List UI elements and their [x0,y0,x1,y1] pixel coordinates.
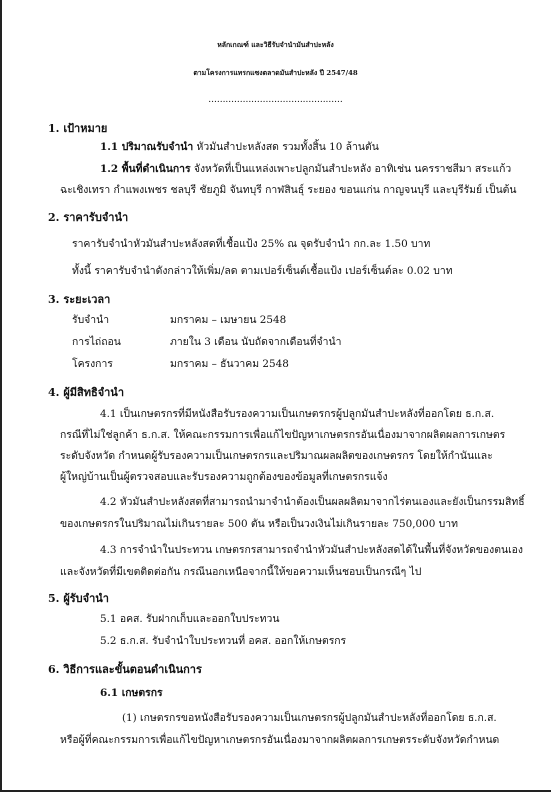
section-6-1-item1-line: หรือผู้ที่คณะกรรมการเพื่อแก้ไขปัญหาเกษตรกรอันเนื่องมาจากผลิตผลการเกษตรระดับจังหวัดกำหนด [60,734,500,746]
section-6-1-item1-line: (1) เกษตรกรขอหนังสือรับรองความเป็นเกษตรกรผู้ปลูกมันสำปะหลังที่ออกโดย ธ.ก.ส. [122,712,497,724]
period-row-label: การไถ่ถอน [72,336,121,348]
section-4-1-line: 4.1 เป็นเกษตรกรที่มีหนังสือรับรองความเป็นเกษตรกรผู้ปลูกมันสำปะหลังที่ออกโดย ธ.ก.ส. [100,408,495,420]
period-row-value: มกราคม – ธันวาคม 2548 [170,358,289,370]
section-5-heading: 5. ผู้รับจำนำ [48,592,109,605]
section-4-1-line: ระดับจังหวัด กำหนดผู้รับรองความเป็นเกษตรกรและปริมาณผลผลิตของเกษตรกร โดยให้กำนันและ [60,450,493,462]
period-row-label: รับจำนำ [72,314,110,326]
section-4-1-line: กรณีที่ไม่ใช่ลูกค้า ธ.ก.ส. ให้คณะกรรมการเพื่อแก้ไขปัญหาเกษตรกรอันเนื่องมาจากผลิตผลการเกษตร [60,429,506,441]
section-1-heading: 1. เป้าหมาย [48,122,108,135]
document-title-line1: หลักเกณฑ์ และวิธีรับจำนำมันสำปะหลัง [217,41,334,49]
section-2-line2: ทั้งนี้ ราคารับจำนำดังกล่าวให้เพิ่ม/ลด ตามเปอร์เซ็นต์เชื้อแป้ง เปอร์เซ็นต์ละ 0.02 บาท [72,265,453,277]
page-left-edge [0,0,2,792]
section-5-2: 5.2 ธ.ก.ส. รับจำนำใบประทวนที่ อคส. ออกให้เกษตรกร [100,635,347,647]
section-1-1-text: หัวมันสำปะหลังสด รวมทั้งสิ้น 10 ล้านตัน [193,141,379,153]
section-4-3-line: 4.3 การจำนำในประทวน เกษตรกรสามารถจำนำหัวมันสำปะหลังสดได้ในพื้นที่จังหวัดของตนเอง [100,544,523,556]
section-1-1 [100,138,379,155]
document-title-line2: ตามโครงการแทรกแซงตลาดมันสำปะหลัง ปี 2547/48 [193,69,358,77]
period-row-value: ภายใน 3 เดือน นับถัดจากเดือนที่จำนำ [170,336,342,348]
period-row-value: มกราคม – เมษายน 2548 [170,314,287,326]
section-4-3-line: และจังหวัดที่มีเขตติดต่อกัน กรณีนอกเหนือจากนี้ให้ขอความเห็นชอบเป็นกรณีๆ ไป [60,566,422,578]
section-1-2 [100,160,511,177]
section-1-2-text-b: ฉะเชิงเทรา กำแพงเพชร ชลบุรี ชัยภูมิ จันทบุรี กาฬสินธุ์ ระยอง ขอนแก่น กาญจนบุรี และบุรีรัมย์ เป็นต้น [60,184,517,196]
section-6-heading: 6. วิธีการและขั้นตอนดำเนินการ [48,663,202,676]
section-1-2-text-a: จังหวัดที่เป็นแหล่งเพาะปลูกมันสำปะหลัง อาทิเช่น นครราชสีมา สระแก้ว [190,163,512,175]
section-1-1-label: 1.1 ปริมาณรับจำนำ [100,141,194,153]
title-dotted-rule: ............................................... [208,95,343,105]
section-4-1-line: ผู้ใหญ่บ้านเป็นผู้ตรวจสอบและรับรองความถูกต้องของข้อมูลที่เกษตรกรแจ้ง [60,471,388,483]
section-6-1-heading: 6.1 เกษตรกร [100,687,163,699]
section-4-2-line: ของเกษตรกรในปริมาณไม่เกินรายละ 500 ตัน หรือเป็นวงเงินไม่เกินรายละ 750,000 บาท [60,518,458,530]
section-4-2-line: 4.2 หัวมันสำปะหลังสดที่สามารถนำมาจำนำต้องเป็นผลผลิตมาจากไร่ตนเองและยังเป็นกรรมสิทธิ์ [100,496,525,508]
section-2-line1: ราคารับจำนำหัวมันสำปะหลังสดที่เชื้อแป้ง 25% ณ จุดรับจำนำ กก.ละ 1.50 บาท [72,238,431,250]
period-row-label: โครงการ [72,358,113,370]
section-2-heading: 2. ราคารับจำนำ [48,211,129,224]
section-4-heading: 4. ผู้มีสิทธิจำนำ [48,386,125,399]
section-1-2-label: 1.2 พื้นที่ดำเนินการ [100,163,191,175]
section-3-heading: 3. ระยะเวลา [48,293,111,306]
section-5-1: 5.1 อคส. รับฝากเก็บและออกใบประทวน [100,613,280,625]
